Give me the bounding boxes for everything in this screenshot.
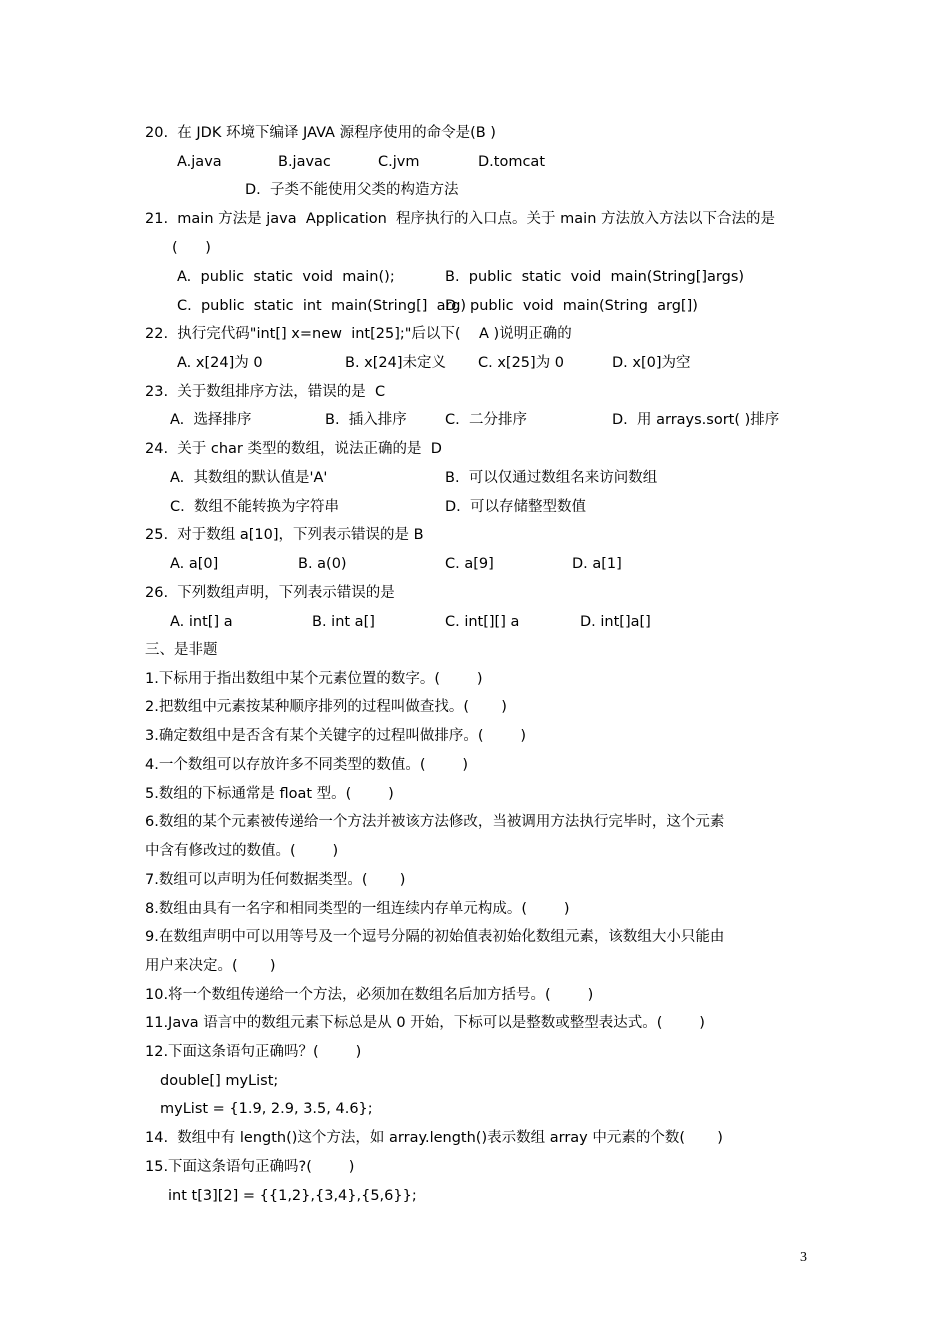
q20-stem: 20. 在 JDK 环境下编译 JAVA 源程序使用的命令是(B ): [145, 125, 496, 141]
tf-item: 7.数组可以声明为任何数据类型。( ): [145, 872, 406, 888]
tf-item: 12.下面这条语句正确吗？( ): [145, 1044, 362, 1060]
q26-option-b: B. int a[]: [312, 614, 375, 630]
q25-option-c: C. a[9]: [445, 556, 494, 572]
tf-item: 11.Java 语言中的数组元素下标总是从 0 开始，下标可以是整数或整型表达式。( ): [145, 1015, 705, 1031]
q21-option-d: D. public void main(String arg[]): [445, 298, 698, 314]
code-line: double[] myList;: [160, 1073, 279, 1089]
q21-stem: 21. main 方法是 java Application 程序执行的入口点。关于 main 方法放入方法以下合法的是: [145, 211, 776, 227]
tf-item-continued: 用户来决定。( ): [145, 958, 276, 974]
tf-item-continued: 中含有修改过的数值。( ): [145, 843, 339, 859]
q23-option-a: A. 选择排序: [170, 412, 252, 428]
q23-option-d: D. 用 arrays.sort( )排序: [612, 412, 780, 428]
q22-option-a: A. x[24]为 0: [177, 355, 263, 371]
q21-option-b: B. public static void main(String[]args): [445, 269, 745, 285]
tf-item: 9.在数组声明中可以用等号及一个逗号分隔的初始值表初始化数组元素，该数组大小只能由: [145, 929, 725, 945]
tf-item: 10.将一个数组传递给一个方法，必须加在数组名后加方括号。( ): [145, 987, 594, 1003]
code-line: int t[3][2] = {{1,2},{3,4},{5,6}};: [168, 1188, 417, 1204]
q24-option-a: A. 其数组的默认值是'A': [170, 470, 328, 486]
tf-item: 14. 数组中有 length()这个方法，如 array.length()表示数组 array 中元素的个数( ): [145, 1130, 723, 1146]
q24-option-c: C. 数组不能转换为字符串: [170, 499, 339, 515]
q26-option-a: A. int[] a: [170, 614, 233, 630]
q23-stem: 23. 关于数组排序方法，错误的是 C: [145, 384, 386, 400]
q22-option-d: D. x[0]为空: [612, 355, 691, 371]
section-heading: 三、是非题: [145, 642, 218, 658]
q26-option-c: C. int[][] a: [445, 614, 520, 630]
tf-item: 1.下标用于指出数组中某个元素位置的数字。( ): [145, 671, 483, 687]
tf-item: 6.数组的某个元素被传递给一个方法并被该方法修改，当被调用方法执行完毕时，这个元素: [145, 814, 725, 830]
q26-stem: 26. 下列数组声明，下列表示错误的是: [145, 585, 395, 601]
q25-option-b: B. a(0): [298, 556, 347, 572]
q25-stem: 25. 对于数组 a[10]，下列表示错误的是 B: [145, 527, 424, 543]
tf-item: 2.把数组中元素按某种顺序排列的过程叫做查找。( ): [145, 699, 507, 715]
q22-option-c: C. x[25]为 0: [478, 355, 565, 371]
q24-option-d: D. 可以存储整型数值: [445, 499, 586, 515]
q21-option-a: A. public static void main();: [177, 269, 395, 285]
code-line: myList = {1.9, 2.9, 3.5, 4.6};: [160, 1101, 373, 1117]
q20-option-c: C.jvm: [378, 154, 420, 170]
q24-stem: 24. 关于 char 类型的数组，说法正确的是 D: [145, 441, 442, 457]
q24-option-b: B. 可以仅通过数组名来访问数组: [445, 470, 658, 486]
page-number: 3: [800, 1250, 807, 1265]
q26-option-d: D. int[]a[]: [580, 614, 651, 630]
tf-item: 8.数组由具有一名字和相同类型的一组连续内存单元构成。( ): [145, 901, 570, 917]
stray-option-line: D. 子类不能使用父类的构造方法: [245, 182, 459, 198]
q25-option-d: D. a[1]: [572, 556, 622, 572]
q21-answer-blank: ( ): [172, 240, 211, 256]
q23-option-c: C. 二分排序: [445, 412, 527, 428]
q22-stem: 22. 执行完代码"int[] x=new int[25];"后以下( A )说明正确的: [145, 326, 572, 342]
tf-item: 5.数组的下标通常是 float 型。( ): [145, 786, 394, 802]
tf-item: 3.确定数组中是否含有某个关键字的过程叫做排序。( ): [145, 728, 527, 744]
q22-option-b: B. x[24]未定义: [345, 355, 447, 371]
q25-option-a: A. a[0]: [170, 556, 219, 572]
q20-option-d: D.tomcat: [478, 154, 545, 170]
tf-item: 4.一个数组可以存放许多不同类型的数值。( ): [145, 757, 469, 773]
q20-option-a: A.java: [177, 154, 222, 170]
tf-item: 15.下面这条语句正确吗?( ): [145, 1159, 355, 1175]
q23-option-b: B. 插入排序: [325, 412, 407, 428]
q20-option-b: B.javac: [278, 154, 331, 170]
q21-option-c: C. public static int main(String[] arg): [177, 298, 467, 314]
